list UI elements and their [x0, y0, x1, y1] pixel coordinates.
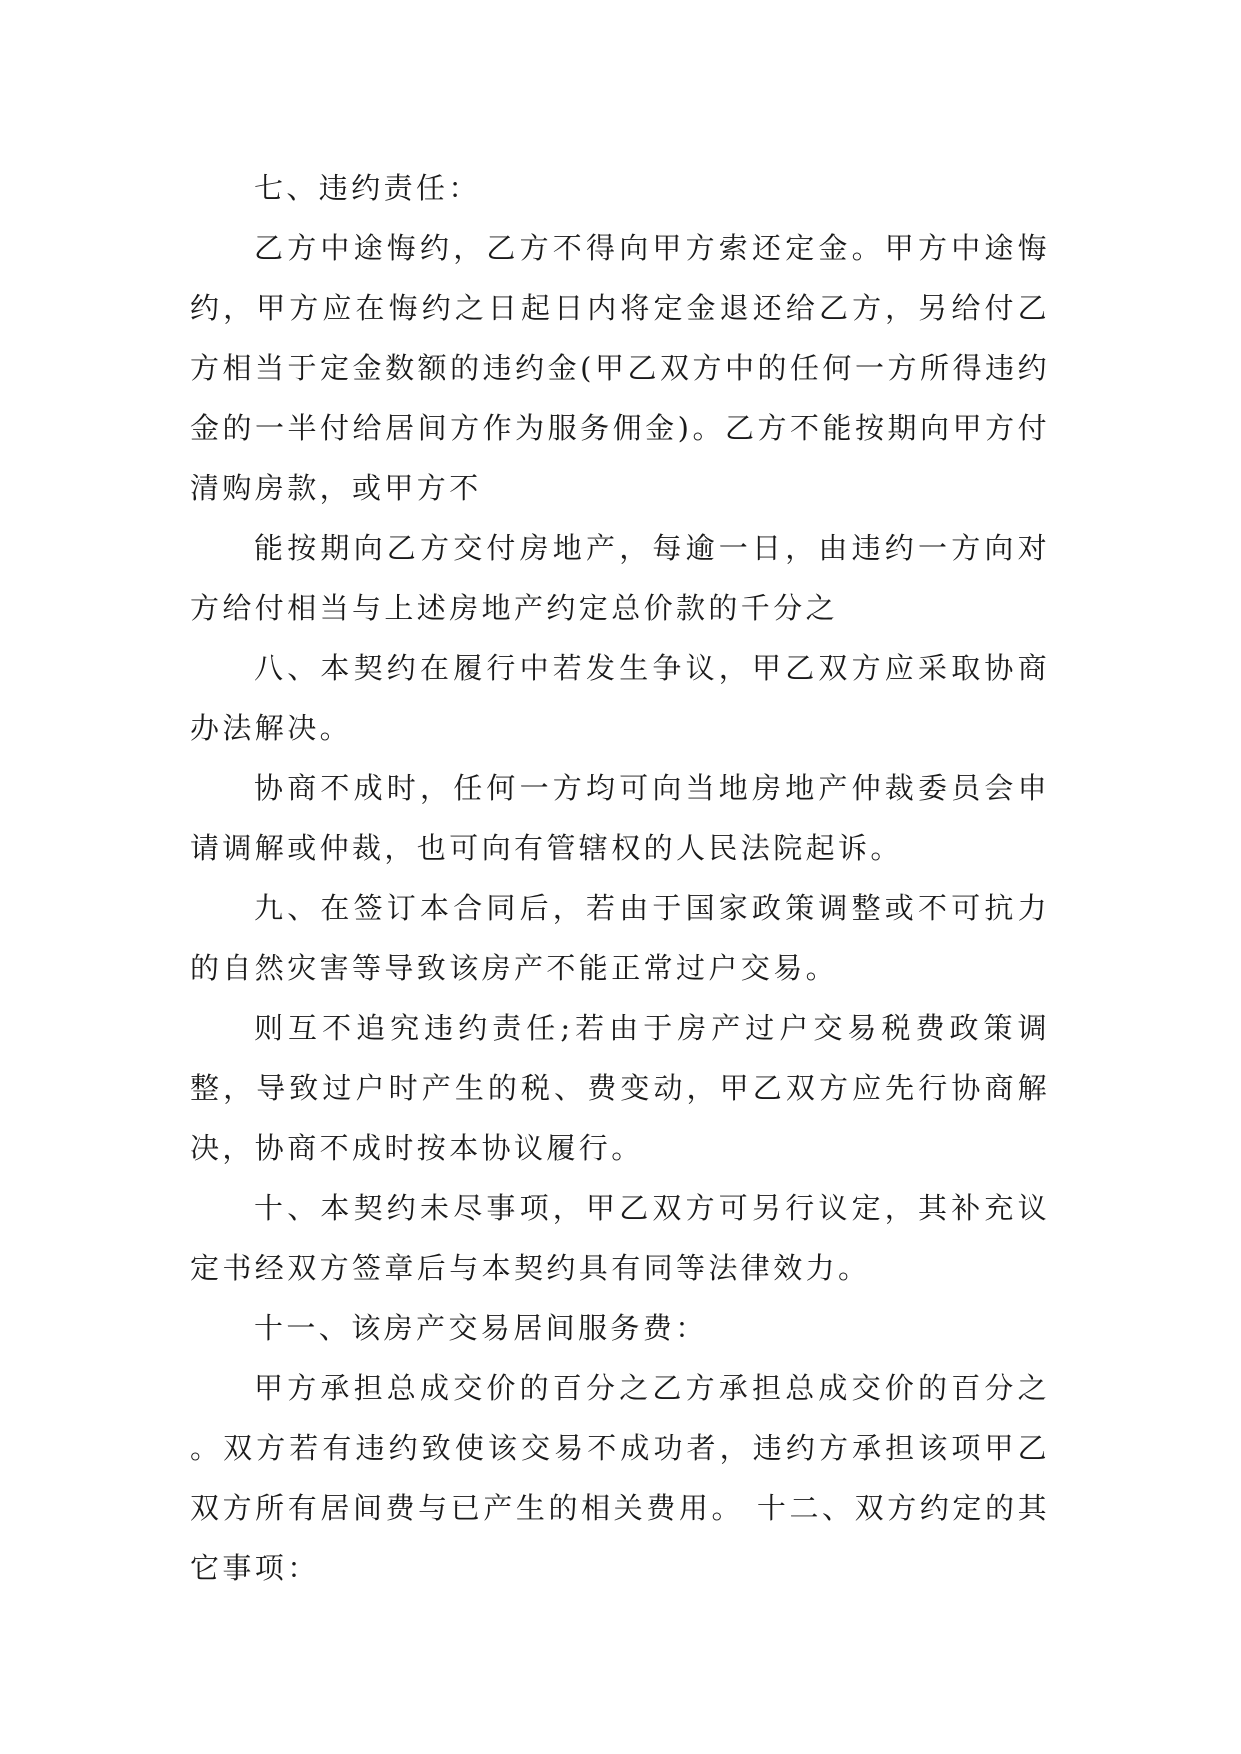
paragraph-supplementary: 十、本契约未尽事项，甲乙双方可另行议定，其补充议定书经双方签章后与本契约具有同等法律效力。	[190, 1191, 1050, 1285]
paragraph-tax-changes: 则互不追究违约责任;若由于房产过户交易税费政策调整，导致过户时产生的税、费变动，甲乙双方应先行协商解决，协商不成时按本协议履行。	[190, 1011, 1050, 1165]
paragraph-service-fee-heading: 十一、该房产交易居间服务费：	[254, 1311, 708, 1345]
paragraph-arbitration: 协商不成时，任何一方均可向当地房地产仲裁委员会申请调解或仲裁，也可向有管辖权的人民法院起诉。	[190, 771, 1050, 865]
paragraph-force-majeure: 九、在签订本合同后，若由于国家政策调整或不可抗力的自然灾害等导致该房产不能正常过户交易。	[190, 891, 1050, 985]
paragraph-late-delivery: 能按期向乙方交付房地产，每逾一日，由违约一方向对方给付相当与上述房地产约定总价款的千分之	[190, 531, 1050, 625]
paragraph-breach-terms: 乙方中途悔约，乙方不得向甲方索还定金。甲方中途悔约，甲方应在悔约之日起日内将定金退还给乙方，另给付乙方相当于定金数额的违约金(甲乙双方中的任何一方所得违约金的一半付给居间方作为服务佣金)。乙方不能按期向甲方付清购房款，或甲方不	[190, 231, 1050, 505]
paragraph-service-fee-terms: 甲方承担总成交价的百分之乙方承担总成交价的百分之 。双方若有违约致使该交易不成功者，违约方承担该项甲乙双方所有居间费与已产生的相关费用。 十二、双方约定的其它事项：	[190, 1371, 1050, 1585]
paragraph-dispute-clause: 八、本契约在履行中若发生争议，甲乙双方应采取协商办法解决。	[190, 651, 1050, 745]
document-body	[190, 158, 1050, 1598]
paragraph-breach-heading: 七、违约责任：	[254, 171, 481, 205]
